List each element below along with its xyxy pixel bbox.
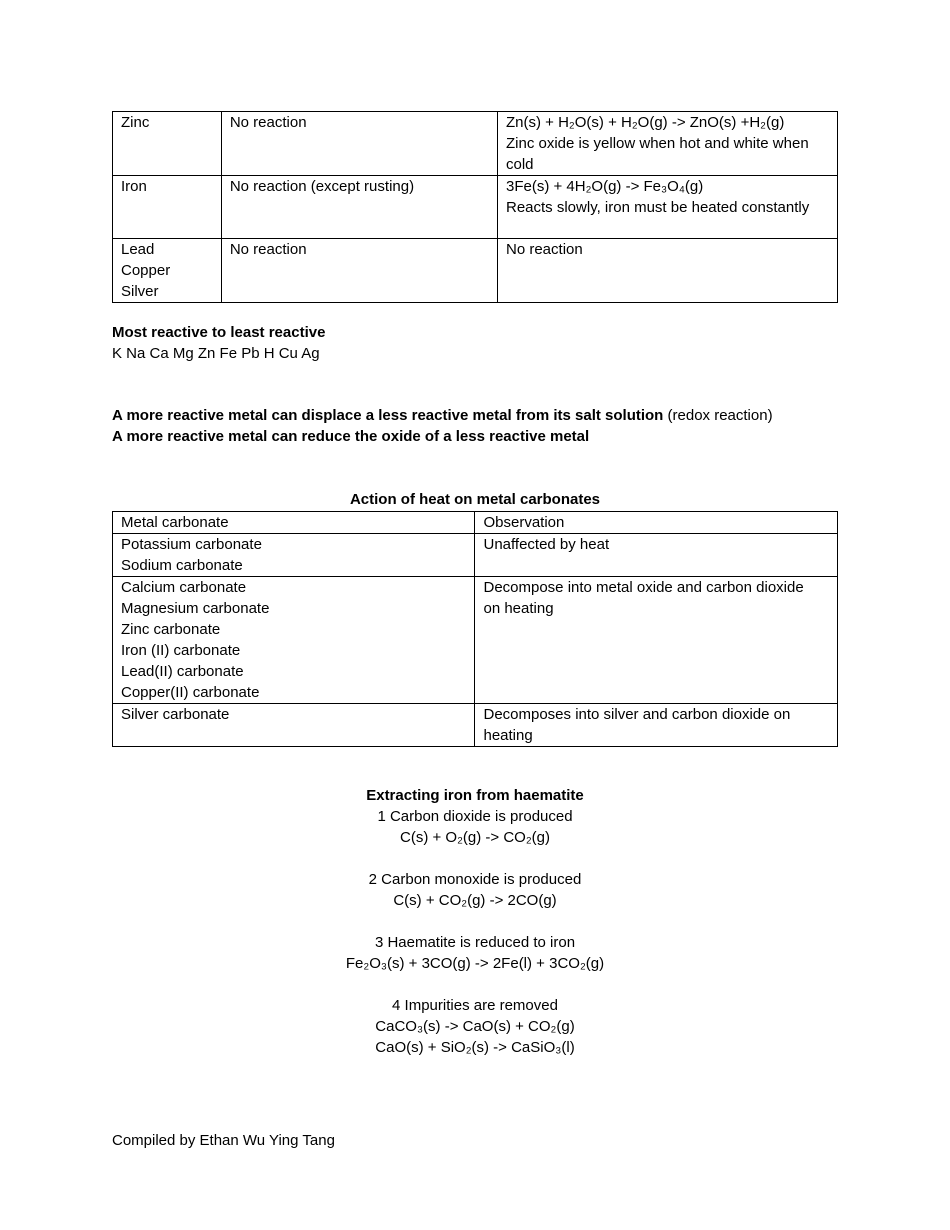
metal-carbonate-cell	[113, 704, 475, 747]
carbonate-name: Potassium carbonate	[121, 536, 262, 553]
table-row	[113, 239, 838, 303]
reactivity-section	[112, 322, 838, 364]
observation-text: Decompose into metal oxide and carbon dioxide	[483, 579, 804, 596]
metal-name: Silver	[121, 283, 159, 300]
metal-cell	[113, 112, 222, 176]
metal-water-reaction-table	[112, 111, 838, 303]
step-equation: C(s) + CO₂(g) -> 2CO(g)	[393, 892, 557, 909]
cold-water-cell	[221, 112, 497, 176]
observation-text: on heating	[483, 600, 554, 617]
carbonate-name: Silver carbonate	[121, 706, 230, 723]
iron-extraction-title: Extracting iron from haematite	[366, 787, 584, 804]
column-header-observation: Observation	[475, 512, 838, 534]
table-row	[113, 704, 838, 747]
metal-name: Copper	[121, 262, 171, 279]
carbonate-name: Lead(II) carbonate	[121, 663, 244, 680]
table-row	[113, 112, 838, 176]
table-row	[113, 176, 838, 239]
step-label: 2 Carbon monoxide is produced	[368, 871, 582, 888]
observation-text: Decomposes into silver and carbon dioxide on	[483, 706, 791, 723]
steam-cell	[498, 112, 838, 176]
reduction-statement: A more reactive metal can reduce the oxide of a less reactive metal	[112, 428, 590, 445]
displacement-note: (redox reaction)	[663, 407, 773, 424]
steam-equation: Zn(s) + H₂O(s) + H₂O(g) -> ZnO(s) +H₂(g)	[506, 114, 785, 131]
step-label: 3 Haematite is reduced to iron	[374, 934, 576, 951]
step-label: 4 Impurities are removed	[392, 997, 558, 1014]
cold-water-text: No reaction (except rusting)	[229, 178, 415, 195]
steam-equation: 3Fe(s) + 4H₂O(g) -> Fe₃O₄(g)	[506, 178, 704, 195]
spacer	[112, 911, 838, 932]
column-header-metal: Metal carbonate	[113, 512, 475, 534]
table-row	[113, 534, 838, 577]
cold-water-cell	[221, 176, 497, 239]
cold-water-text: No reaction	[229, 114, 307, 131]
carbonate-name: Zinc carbonate	[121, 621, 221, 638]
metal-cell	[113, 239, 222, 303]
footer-credit: Compiled by Ethan Wu Ying Tang	[112, 1132, 335, 1149]
table-header-row	[113, 512, 838, 534]
iron-extraction-section	[112, 785, 838, 1058]
step-equation: Fe₂O₃(s) + 3CO(g) -> 2Fe(l) + 3CO₂(g)	[345, 955, 605, 972]
metal-name: Iron	[121, 178, 147, 195]
displacement-section	[112, 405, 838, 447]
observation-text: heating	[483, 727, 533, 744]
observation-text: Unaffected by heat	[483, 536, 610, 553]
table-row	[113, 577, 838, 704]
step-equation: C(s) + O₂(g) -> CO₂(g)	[400, 829, 550, 846]
steam-note: Reacts slowly, iron must be heated constantly	[506, 199, 810, 216]
metal-carbonate-cell	[113, 577, 475, 704]
step-equation: CaO(s) + SiO₂(s) -> CaSiO₃(l)	[375, 1039, 575, 1056]
metal-carbonate-cell	[113, 534, 475, 577]
displacement-statement: A more reactive metal can displace a less reactive metal from its salt solution	[112, 407, 664, 424]
reactivity-heading: Most reactive to least reactive	[112, 324, 326, 341]
carbonate-name: Copper(II) carbonate	[121, 684, 260, 701]
cold-water-text: No reaction	[229, 241, 307, 258]
carbonate-name: Calcium carbonate	[121, 579, 247, 596]
steam-equation: No reaction	[506, 241, 583, 258]
observation-cell	[475, 704, 838, 747]
steam-cell	[498, 239, 838, 303]
metal-name: Lead	[121, 241, 155, 258]
step-equation: CaCO₃(s) -> CaO(s) + CO₂(g)	[375, 1018, 575, 1035]
displacement-line	[112, 405, 838, 426]
observation-cell	[475, 577, 838, 704]
carbonate-name: Sodium carbonate	[121, 557, 243, 574]
observation-cell	[475, 534, 838, 577]
carbonate-heat-table	[112, 511, 838, 747]
steam-cell	[498, 176, 838, 239]
spacer	[112, 848, 838, 869]
reactivity-series: K Na Ca Mg Zn Fe Pb H Cu Ag	[112, 345, 320, 362]
metal-cell	[113, 176, 222, 239]
carbonate-name: Iron (II) carbonate	[121, 642, 241, 659]
cold-water-cell	[221, 239, 497, 303]
metal-name: Zinc	[121, 114, 150, 131]
spacer	[112, 974, 838, 995]
carbonate-name: Magnesium carbonate	[121, 600, 270, 617]
steam-note: Zinc oxide is yellow when hot and white when	[506, 135, 809, 152]
carbonate-table-title: Action of heat on metal carbonates	[349, 491, 601, 508]
steam-note: cold	[506, 156, 534, 173]
step-label: 1 Carbon dioxide is produced	[377, 808, 573, 825]
